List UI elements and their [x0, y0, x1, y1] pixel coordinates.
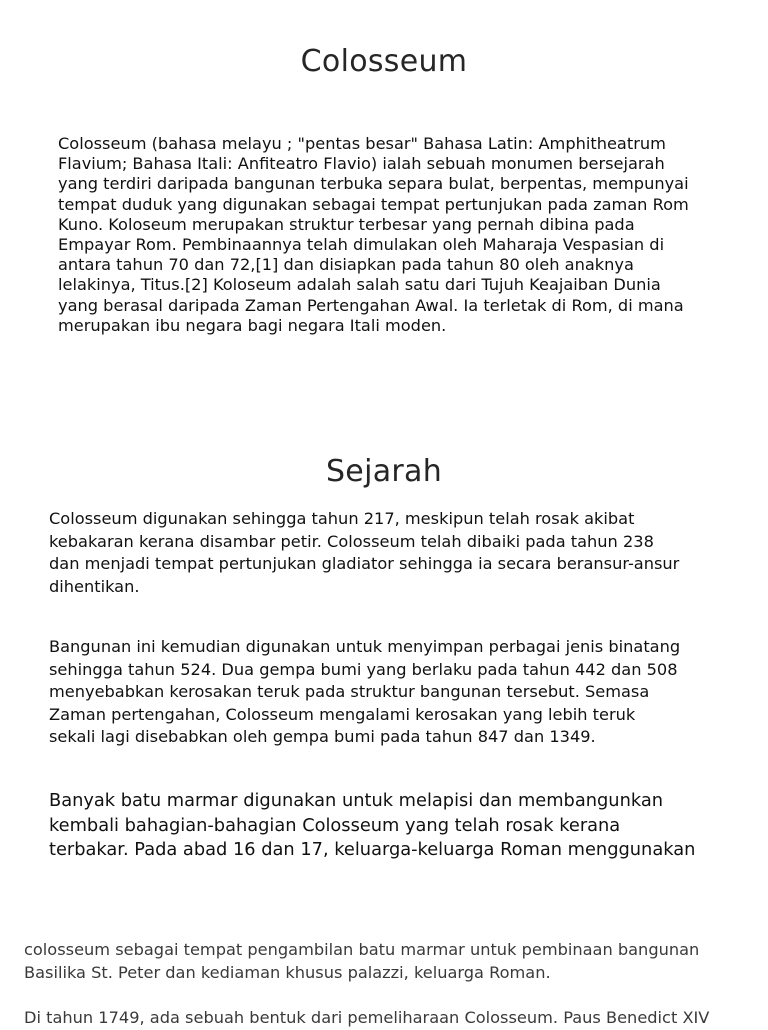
text-line: terbakar. Pada abad 16 dan 17, keluarga-keluarga Roman menggunakan: [49, 839, 696, 860]
text-line: Di tahun 1749, ada sebuah bentuk dari pemeliharaan Colosseum. Paus Benedict XIV: [24, 1008, 710, 1027]
text-line: Flavium; Bahasa Itali: Anfiteatro Flavio) ialah sebuah monumen bersejarah: [58, 154, 665, 174]
history-paragraph-1: [49, 508, 729, 598]
text-line: yang terdiri daripada bangunan terbuka separa bulat, berpentas, mempunyai: [58, 174, 689, 194]
text-line: Colosseum (bahasa melayu ; "pentas besar" Bahasa Latin: Amphitheatrum: [58, 134, 666, 153]
text-line: kembali bahagian-bahagian Colosseum yang telah rosak kerana: [49, 814, 621, 836]
text-line: Kuno. Koloseum merupakan struktur terbesar yang pernah dibina pada: [58, 214, 635, 234]
text-line: lelakinya, Titus.[2] Koloseum adalah salah satu dari Tujuh Keajaiban Dunia: [58, 275, 661, 295]
text-line: dan menjadi tempat pertunjukan gladiator sehingga ia secara beransur-ansur: [49, 554, 680, 573]
continuation-paragraph-2: [24, 1007, 759, 1030]
continuation-paragraph-1: [24, 939, 759, 984]
text-line: colosseum sebagai tempat pengambilan batu marmar untuk pembinaan bangunan: [24, 940, 700, 959]
text-line: Colosseum digunakan sehingga tahun 217, meskipun telah rosak akibat: [49, 509, 635, 528]
text-line: Zaman pertengahan, Colosseum mengalami kerosakan yang lebih teruk: [49, 704, 636, 724]
page-title: Colosseum: [300, 44, 468, 79]
text-line: tempat duduk yang digunakan sebagai tempat pertunjukan pada zaman Rom: [58, 194, 689, 214]
history-paragraph-3: [49, 789, 739, 863]
section-title: Sejarah: [325, 454, 443, 489]
text-line: yang berasal daripada Zaman Pertengahan Awal. Ia terletak di Rom, di mana: [58, 295, 684, 315]
text-line: antara tahun 70 dan 72,[1] dan disiapkan pada tahun 80 oleh anaknya: [58, 255, 634, 275]
text-line: sekali lagi disebabkan oleh gempa bumi pada tahun 847 dan 1349.: [49, 727, 596, 746]
text-line: merupakan ibu negara bagi negara Itali moden.: [58, 315, 447, 335]
text-line: Bangunan ini kemudian digunakan untuk menyimpan perbagai jenis binatang: [49, 637, 681, 656]
text-line: Basilika St. Peter dan kediaman khusus palazzi, keluarga Roman.: [24, 962, 551, 982]
text-line: menyebabkan kerosakan teruk pada struktur bangunan tersebut. Semasa: [49, 682, 650, 701]
intro-paragraph: [58, 134, 718, 336]
text-line: dihentikan.: [49, 576, 140, 596]
history-paragraph-2: [49, 636, 729, 749]
text-line: kebakaran kerana disambar petir. Colosseum telah dibaiki pada tahun 238: [49, 531, 654, 551]
text-line: Empayar Rom. Pembinaannya telah dimulakan oleh Maharaja Vespasian di: [58, 235, 665, 255]
text-line: sehingga tahun 524. Dua gempa bumi yang berlaku pada tahun 442 dan 508: [49, 659, 678, 679]
text-line: Banyak batu marmar digunakan untuk melapisi dan membangunkan: [49, 790, 663, 811]
